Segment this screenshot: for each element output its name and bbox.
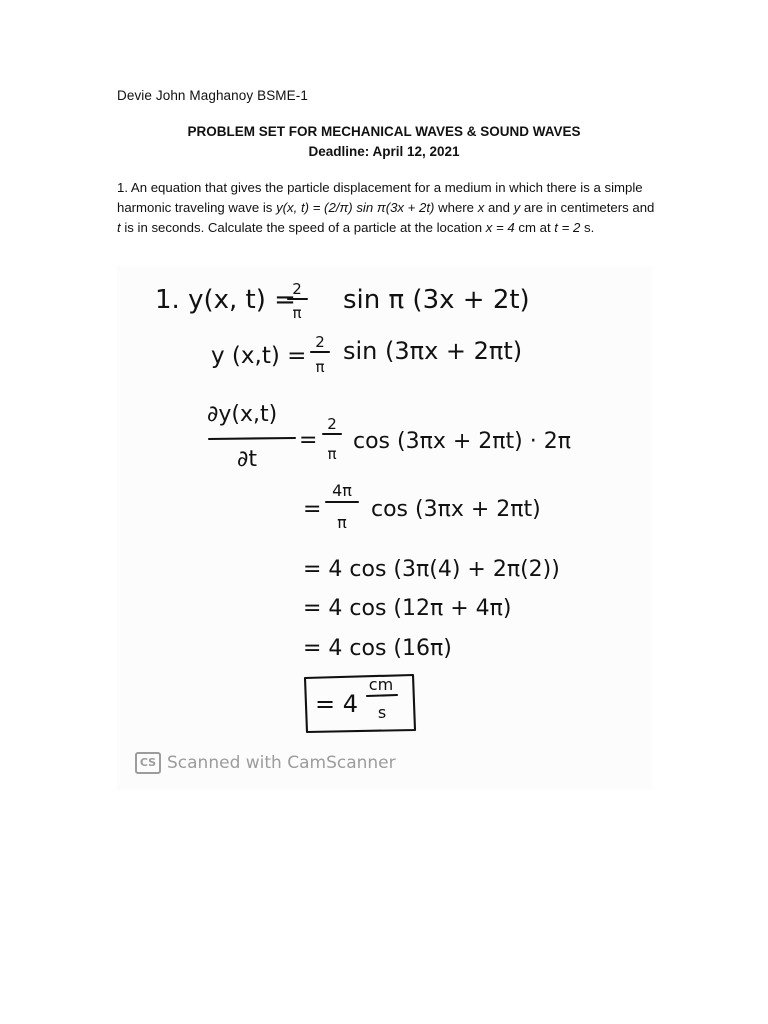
answer-unit-denominator: s: [377, 703, 387, 722]
answer-unit-numerator: cm: [368, 675, 394, 694]
solution-line-3-frac-num: 2: [327, 415, 337, 433]
derivative-denominator: ∂t: [237, 447, 258, 472]
solution-line-7: = 4 cos (16π): [303, 636, 452, 661]
camscanner-text: Scanned with CamScanner: [167, 753, 396, 773]
solution-line-5: = 4 cos (3π(4) + 2π(2)): [303, 557, 560, 582]
solution-line-2-lhs: y (x,t) =: [211, 343, 307, 369]
wave-equation: y(x, t) = (2/π) sin π(3x + 2t): [276, 200, 435, 215]
derivative-fraction-bar: [209, 438, 295, 439]
answer-value: = 4: [315, 690, 359, 718]
solution-line-2-frac-den: π: [315, 358, 325, 376]
equals-sign-3: =: [299, 428, 318, 453]
author-line: Devie John Maghanoy BSME-1: [117, 88, 308, 103]
scanned-solution: [117, 266, 652, 790]
camscanner-logo-icon: CS: [135, 752, 161, 774]
solution-line-4-frac-num: 4π: [332, 481, 352, 500]
solution-line-2-rhs: sin (3πx + 2πt): [343, 337, 523, 365]
problem-set-title: PROBLEM SET FOR MECHANICAL WAVES & SOUND WAVES: [187, 124, 581, 139]
deadline: Deadline: April 12, 2021: [308, 144, 460, 159]
problem-statement: 1. An equation that gives the particle displacement for a medium in which there is a simple harmonic traveling wave is y(x, t) = (2/π) sin π(3x + 2t) where x and y are in centimeters and t is in seconds. Calculate the speed of a particle at the location x = 4 cm at t = 2 s.: [117, 180, 655, 235]
solution-line-1-frac-den: π: [292, 304, 302, 322]
handwritten-solution: [117, 266, 652, 790]
solution-line-4-frac-den: π: [337, 513, 347, 532]
equals-sign-4: =: [303, 497, 322, 522]
solution-line-1-rhs: sin π (3x + 2t): [343, 285, 530, 315]
solution-line-3-frac-den: π: [327, 445, 337, 463]
solution-line-4-rhs: cos (3πx + 2πt): [371, 497, 541, 522]
solution-line-3-rhs: cos (3πx + 2πt) · 2π: [353, 429, 571, 454]
answer-unit-fraction-bar: [367, 695, 397, 696]
solution-line-1-frac-num: 2: [292, 280, 302, 298]
derivative-numerator: ∂y(x,t): [207, 402, 278, 427]
solution-line-6: = 4 cos (12π + 4π): [303, 596, 512, 621]
solution-line-2-frac-num: 2: [315, 333, 325, 351]
camscanner-watermark: [135, 750, 396, 776]
solution-line-1-lhs: 1. y(x, t) =: [155, 285, 296, 315]
